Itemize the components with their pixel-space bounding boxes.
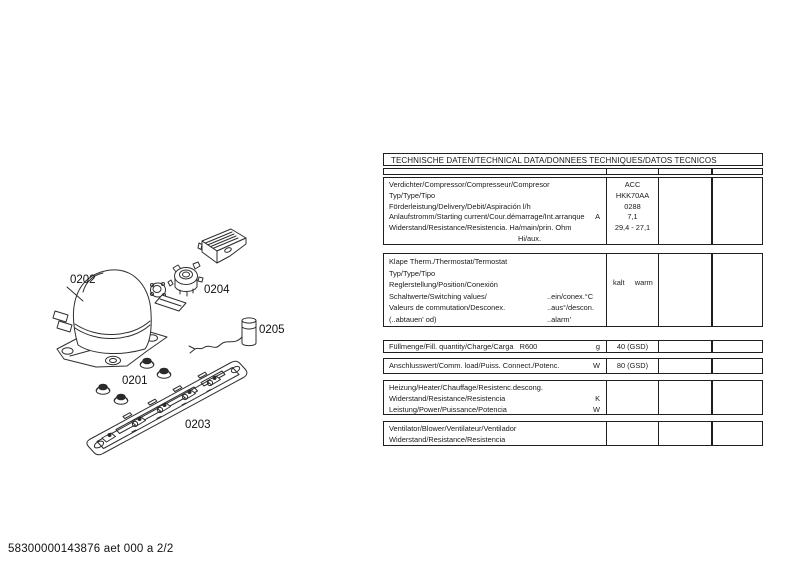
table-row [389, 234, 606, 245]
table-row [389, 223, 606, 234]
empty-cell [711, 422, 762, 445]
block-ventilator [383, 421, 763, 446]
table-row [389, 361, 606, 372]
table-row [389, 180, 606, 191]
part-label-0204: 0204 [204, 284, 230, 296]
empty-cell [659, 178, 711, 244]
empty-cell [711, 178, 762, 244]
row-sublabel: ..alarm' [547, 314, 571, 324]
empty-cell [711, 381, 762, 414]
table-row [389, 383, 606, 394]
empty-cell [711, 341, 762, 352]
row-unit: K [595, 393, 600, 403]
empty-cell [659, 254, 711, 326]
table-row [389, 342, 606, 353]
value-column [606, 178, 659, 244]
spacer-cell [659, 169, 711, 174]
document-code: 58300000143876 aet 000 a 2/2 [8, 543, 174, 555]
value-cell: 0288 [624, 201, 641, 211]
block-fill-quantity [383, 340, 763, 353]
value-cell: HKK70AA [615, 190, 650, 200]
table-header-text: TECHNISCHE DATEN/TECHNICAL DATA/DONNEES TECHNIQUES/DATOS TECNICOS [391, 156, 717, 165]
grommet [96, 384, 110, 395]
value-column [606, 341, 659, 352]
empty-cell [659, 381, 711, 414]
relay-round [168, 262, 203, 296]
table-row [389, 202, 606, 213]
block-compressor [383, 177, 763, 245]
empty-cell [659, 359, 711, 373]
grommet [114, 394, 128, 405]
value-cell: kalt warm [613, 278, 653, 287]
row-label: Typ/Type/Tipo [389, 190, 436, 200]
block-thermostat [383, 253, 763, 327]
row-label: Anschlusswert/Comm. load/Puiss. Connect./Potenc. [389, 361, 560, 370]
value-column [606, 359, 659, 373]
spacer-cell [384, 169, 606, 174]
row-label: Anlaufstromm/Starting current/Cour.démarrage/Int.arranque [389, 212, 585, 222]
table-row [389, 268, 606, 280]
spacer-cell [606, 169, 659, 174]
row-label: Valeurs de commutation/Desconex. [389, 303, 506, 312]
row-unit: W [593, 404, 600, 414]
row-label: Heizung/Heater/Chauffage/Resistenc.descong. [389, 383, 543, 392]
value-cell: 7,1 [627, 212, 638, 222]
part-label-0201: 0201 [122, 375, 148, 387]
row-label: Förderleistung/Delivery/Debit/Aspiración l/h [389, 201, 531, 211]
table-row [389, 191, 606, 202]
label-column [384, 422, 606, 445]
block-connected-load [383, 358, 763, 374]
row-unit: W [593, 361, 600, 370]
value-column [606, 422, 659, 445]
technical-data-table [383, 153, 763, 448]
part-label-0203: 0203 [185, 419, 211, 431]
value-cell: 40 (GSD) [616, 342, 649, 351]
table-row [389, 435, 606, 446]
row-label: Typ/Type/Tipo [389, 268, 436, 278]
row-unit: A [595, 212, 600, 222]
row-label: Reglerstellung/Position/Conexión [389, 280, 498, 289]
row-label: Widerstand/Resistance/Resistencia [389, 434, 506, 444]
table-row [389, 302, 606, 314]
row-label: Schaltwerte/Switching values/ [389, 291, 487, 301]
row-sublabel: ..aus°/descon. [547, 303, 594, 312]
grommet [157, 368, 171, 379]
row-label: Hi/aux. [518, 233, 542, 243]
empty-cell [711, 254, 762, 326]
empty-cell [659, 341, 711, 352]
label-column [384, 341, 606, 352]
table-row [389, 212, 606, 223]
empty-cell [659, 422, 711, 445]
label-column [384, 254, 606, 326]
table-row [389, 314, 606, 326]
table-row [389, 405, 606, 416]
capacitor-0205 [189, 318, 256, 353]
row-label: Leistung/Power/Puissance/Potencia [389, 404, 507, 414]
table-row [389, 291, 606, 303]
starter-relay-0204 [151, 229, 247, 311]
row-label: Füllmenge/Fill. quantity/Charge/Carga R600 [389, 342, 538, 351]
row-label: Verdichter/Compressor/Compresseur/Compresor [389, 180, 550, 189]
value-cell: ACC [624, 180, 641, 189]
table-row [389, 279, 606, 291]
row-label: Klape Therm./Thermostat/Termostat [389, 257, 508, 266]
parts-diagram [30, 220, 340, 465]
row-label: Widerstand/Resistance/Resistencia. Ha/main/prin. Ohm [389, 223, 572, 233]
row-label: Widerstand/Resistance/Resistencia [389, 393, 506, 403]
table-spacer-row [383, 168, 763, 175]
spacer-cell [711, 169, 762, 174]
table-header [383, 153, 763, 166]
row-sublabel: ..ein/conex.°C [547, 291, 594, 301]
value-cell: 80 (GSD) [616, 361, 649, 370]
relay-cover [198, 229, 246, 263]
table-row [389, 424, 606, 435]
value-column [606, 254, 659, 326]
row-label: (..abtauen' od) [389, 314, 437, 324]
table-row [389, 256, 606, 268]
value-cell: 29,4 - 27,1 [614, 223, 651, 233]
value-column [606, 381, 659, 414]
label-column [384, 381, 606, 414]
table-row [389, 394, 606, 405]
mounting-plate-0203 [87, 361, 247, 454]
empty-cell [711, 359, 762, 373]
block-heater [383, 380, 763, 415]
part-label-0205: 0205 [259, 324, 285, 336]
label-column [384, 178, 606, 244]
row-label: Ventilator/Blower/Ventilateur/Ventilador [389, 424, 517, 433]
part-label-0202: 0202 [70, 274, 96, 286]
label-column [384, 359, 606, 373]
grommet [140, 358, 154, 369]
row-unit: g [595, 342, 600, 351]
